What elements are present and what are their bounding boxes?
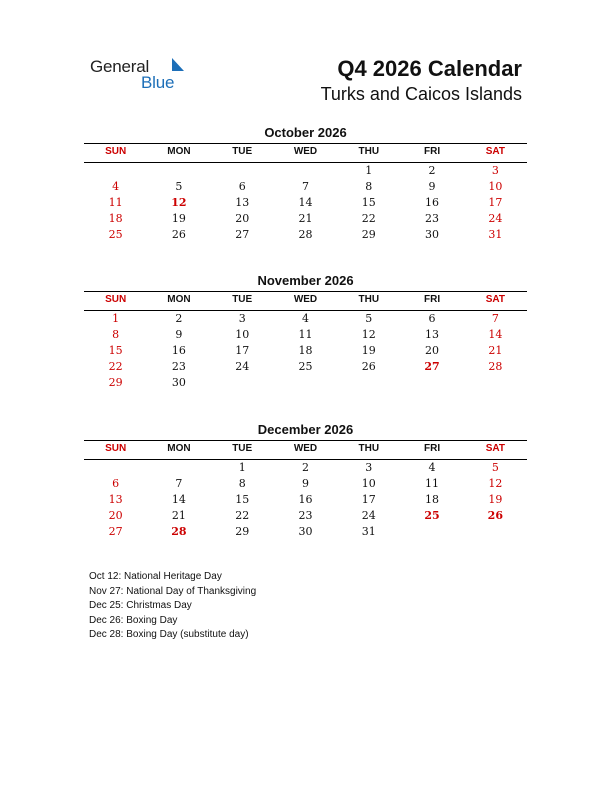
date-cell: 13 bbox=[108, 493, 123, 506]
holiday-date-cell: 28 bbox=[171, 525, 187, 538]
weekday-header-tue: TUE bbox=[232, 443, 253, 454]
date-cell: 6 bbox=[112, 477, 120, 490]
date-cell: 28 bbox=[488, 360, 503, 373]
weekday-header-tue: TUE bbox=[232, 146, 253, 157]
date-cell bbox=[211, 375, 274, 391]
date-cell: 21 bbox=[488, 344, 503, 357]
date-cell: 20 bbox=[425, 344, 440, 357]
date-cell: 3 bbox=[238, 312, 246, 325]
logo-word-general: General bbox=[90, 57, 150, 76]
date-cell: 16 bbox=[425, 196, 440, 209]
date-cell: 14 bbox=[298, 196, 313, 209]
date-cell: 11 bbox=[425, 477, 440, 490]
date-cell: 24 bbox=[361, 509, 376, 522]
date-cell: 17 bbox=[361, 493, 376, 506]
weekday-header-wed: WED bbox=[293, 146, 318, 157]
date-cell: 16 bbox=[171, 344, 186, 357]
date-cell: 9 bbox=[428, 180, 436, 193]
date-cell: 25 bbox=[108, 228, 123, 241]
date-cell bbox=[400, 375, 463, 391]
date-cell bbox=[337, 375, 400, 391]
date-cell: 1 bbox=[365, 164, 373, 177]
holiday-entry: Dec 26: Boxing Day bbox=[89, 614, 178, 626]
weekday-header-fri: FRI bbox=[423, 146, 441, 157]
weekday-header-sun: SUN bbox=[105, 294, 127, 305]
weekday-header-sun: SUN bbox=[105, 443, 127, 454]
week-row bbox=[84, 227, 527, 243]
date-cell: 3 bbox=[365, 461, 373, 474]
week-row bbox=[84, 359, 527, 375]
date-cell: 30 bbox=[171, 376, 186, 389]
weekday-header-thu: THU bbox=[358, 443, 380, 454]
weekday-header-sat: SAT bbox=[485, 146, 505, 157]
date-cell bbox=[464, 375, 527, 391]
date-cell: 11 bbox=[108, 196, 123, 209]
week-row bbox=[84, 195, 527, 211]
date-cell: 20 bbox=[235, 212, 250, 225]
logo-word-blue: Blue bbox=[141, 73, 175, 92]
date-cell bbox=[147, 163, 210, 179]
date-cell: 2 bbox=[301, 461, 309, 474]
week-row bbox=[84, 327, 527, 343]
date-cell: 22 bbox=[361, 212, 376, 225]
week-row bbox=[84, 460, 527, 476]
holiday-date-cell: 26 bbox=[487, 509, 503, 522]
date-cell: 10 bbox=[235, 328, 250, 341]
date-cell: 7 bbox=[491, 312, 499, 325]
date-cell: 3 bbox=[491, 164, 499, 177]
date-cell: 24 bbox=[235, 360, 250, 373]
date-cell: 13 bbox=[425, 328, 440, 341]
date-cell: 5 bbox=[175, 180, 183, 193]
date-cell: 6 bbox=[238, 180, 246, 193]
date-cell: 27 bbox=[108, 525, 123, 538]
date-cell: 8 bbox=[365, 180, 373, 193]
week-row bbox=[84, 343, 527, 359]
date-cell: 1 bbox=[238, 461, 246, 474]
weekday-header-row bbox=[84, 292, 527, 308]
weekday-header-sat: SAT bbox=[485, 443, 505, 454]
weekday-header-row bbox=[84, 441, 527, 457]
date-cell: 19 bbox=[488, 493, 503, 506]
date-cell: 29 bbox=[361, 228, 376, 241]
holiday-date-cell: 27 bbox=[424, 360, 440, 373]
date-cell: 30 bbox=[298, 525, 313, 538]
date-cell: 15 bbox=[108, 344, 123, 357]
weekday-header-thu: THU bbox=[358, 146, 380, 157]
weekday-header-wed: WED bbox=[293, 294, 318, 305]
date-cell: 29 bbox=[108, 376, 123, 389]
date-cell: 17 bbox=[235, 344, 250, 357]
date-cell: 18 bbox=[108, 212, 123, 225]
week-row bbox=[84, 524, 527, 540]
date-cell: 13 bbox=[235, 196, 250, 209]
weekday-header-fri: FRI bbox=[423, 294, 441, 305]
date-cell bbox=[464, 524, 527, 540]
date-cell: 14 bbox=[488, 328, 503, 341]
page-title: Q4 2026 Calendar bbox=[337, 56, 522, 81]
date-cell: 19 bbox=[171, 212, 186, 225]
date-cell: 23 bbox=[298, 509, 313, 522]
logo-triangle-icon bbox=[172, 58, 184, 71]
date-cell bbox=[211, 163, 274, 179]
week-row bbox=[84, 163, 527, 179]
holiday-date-cell: 25 bbox=[424, 509, 440, 522]
weekday-header-fri: FRI bbox=[423, 443, 441, 454]
month-october bbox=[84, 125, 527, 243]
holiday-entry: Nov 27: National Day of Thanksgiving bbox=[89, 585, 257, 597]
date-cell: 8 bbox=[112, 328, 120, 341]
date-cell bbox=[84, 163, 147, 179]
week-row bbox=[84, 211, 527, 227]
date-cell: 31 bbox=[488, 228, 503, 241]
date-cell: 10 bbox=[488, 180, 503, 193]
date-cell: 10 bbox=[361, 477, 376, 490]
weekday-header-thu: THU bbox=[358, 294, 380, 305]
weekday-header-sun: SUN bbox=[105, 146, 127, 157]
date-cell: 26 bbox=[171, 228, 186, 241]
date-cell: 12 bbox=[488, 477, 503, 490]
date-cell: 21 bbox=[298, 212, 313, 225]
holiday-entry: Dec 28: Boxing Day (substitute day) bbox=[89, 629, 249, 640]
holiday-entry: Oct 12: National Heritage Day bbox=[89, 571, 222, 582]
date-cell bbox=[274, 375, 337, 391]
date-cell: 7 bbox=[175, 477, 183, 490]
date-cell: 14 bbox=[171, 493, 186, 506]
date-cell: 29 bbox=[235, 525, 250, 538]
date-cell: 4 bbox=[112, 180, 120, 193]
date-cell: 22 bbox=[235, 509, 250, 522]
date-cell: 12 bbox=[361, 328, 376, 341]
date-cell: 18 bbox=[425, 493, 440, 506]
date-cell: 26 bbox=[361, 360, 376, 373]
date-cell: 9 bbox=[175, 328, 183, 341]
weekday-header-row bbox=[84, 144, 527, 160]
date-cell: 15 bbox=[361, 196, 376, 209]
date-cell: 5 bbox=[365, 312, 373, 325]
weekday-header-wed: WED bbox=[293, 443, 318, 454]
date-cell: 1 bbox=[112, 312, 120, 325]
date-cell: 22 bbox=[108, 360, 123, 373]
date-cell: 19 bbox=[361, 344, 376, 357]
month-december bbox=[84, 422, 527, 540]
month-title: November 2026 bbox=[257, 273, 354, 288]
date-cell: 20 bbox=[108, 509, 123, 522]
date-cell: 21 bbox=[171, 509, 186, 522]
week-row bbox=[84, 311, 527, 327]
date-cell: 27 bbox=[235, 228, 250, 241]
week-row bbox=[84, 508, 527, 524]
date-cell: 28 bbox=[298, 228, 313, 241]
date-cell: 8 bbox=[238, 477, 246, 490]
date-cell: 9 bbox=[301, 477, 309, 490]
date-cell: 4 bbox=[301, 312, 309, 325]
weekday-header-sat: SAT bbox=[485, 294, 505, 305]
date-cell: 18 bbox=[298, 344, 313, 357]
holiday-date-cell: 12 bbox=[171, 196, 187, 209]
date-cell: 23 bbox=[425, 212, 440, 225]
date-cell bbox=[84, 460, 147, 476]
date-cell: 2 bbox=[428, 164, 436, 177]
date-cell: 5 bbox=[491, 461, 499, 474]
date-cell: 7 bbox=[301, 180, 309, 193]
date-cell bbox=[147, 460, 210, 476]
date-cell: 24 bbox=[488, 212, 503, 225]
week-row bbox=[84, 492, 527, 508]
date-cell bbox=[274, 163, 337, 179]
date-cell: 6 bbox=[428, 312, 436, 325]
date-cell: 30 bbox=[425, 228, 440, 241]
page-subtitle: Turks and Caicos Islands bbox=[320, 84, 522, 104]
weekday-header-tue: TUE bbox=[232, 294, 253, 305]
weekday-header-mon: MON bbox=[167, 443, 191, 454]
week-row bbox=[84, 375, 527, 391]
holiday-list bbox=[89, 570, 256, 643]
month-title: October 2026 bbox=[264, 125, 347, 140]
date-cell: 31 bbox=[361, 525, 376, 538]
date-cell: 17 bbox=[488, 196, 503, 209]
week-row bbox=[84, 179, 527, 195]
generalblue-logo bbox=[88, 57, 188, 97]
date-cell: 16 bbox=[298, 493, 313, 506]
date-cell: 2 bbox=[175, 312, 183, 325]
week-row bbox=[84, 476, 527, 492]
date-cell: 25 bbox=[298, 360, 313, 373]
date-cell bbox=[400, 524, 463, 540]
weekday-header-mon: MON bbox=[167, 294, 191, 305]
date-cell: 4 bbox=[428, 461, 436, 474]
date-cell: 23 bbox=[171, 360, 186, 373]
date-cell: 15 bbox=[235, 493, 250, 506]
weekday-header-mon: MON bbox=[167, 146, 191, 157]
month-november bbox=[84, 273, 527, 391]
date-cell: 11 bbox=[298, 328, 313, 341]
holiday-entry: Dec 25: Christmas Day bbox=[89, 600, 192, 611]
month-title: December 2026 bbox=[257, 422, 354, 437]
